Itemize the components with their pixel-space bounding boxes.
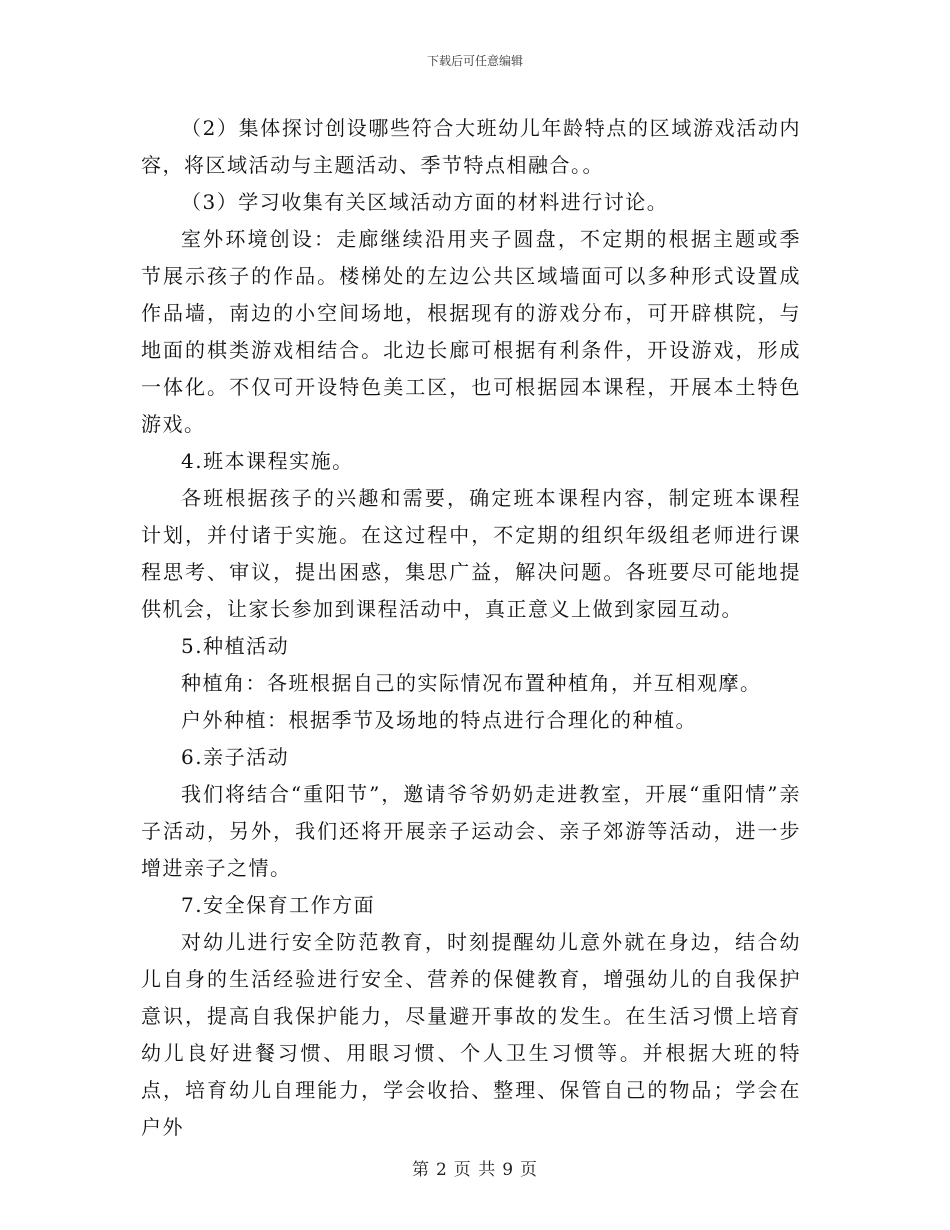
page-header: 下载后可任意编辑 xyxy=(426,54,523,68)
paragraph-safety: 对幼儿进行安全防范教育，时刻提醒幼儿意外就在身边，结合幼儿自身的生活经验进行安全、营养的保健教育，增强幼儿的自我保护意识，提高自我保护能力，尽量避开事故的发生。在生活习惯上培育幼儿良好进餐习惯、用眼习惯、个人卫生习惯等。并根据大班的特点，培育幼儿自理能力，学会收拾、整理、保管自己的物品；学会在户外 xyxy=(141,930,801,1139)
paragraph-collect-materials: （3）学习收集有关区域活动方面的材料进行讨论。 xyxy=(181,190,669,214)
section-heading-curriculum: 4.班本课程实施。 xyxy=(181,449,354,473)
footer-total-pages: 9 xyxy=(502,1160,515,1180)
footer-suffix: 页 xyxy=(520,1160,539,1180)
paragraph-outdoor-planting: 户外种植：根据季节及场地的特点进行合理化的种植。 xyxy=(181,708,697,732)
section-heading-parent-child: 6.亲子活动 xyxy=(181,745,290,769)
document-body xyxy=(141,110,801,1146)
footer-page-number: 2 xyxy=(435,1160,448,1180)
paragraph-discuss-areas: （2）集体探讨创设哪些符合大班幼儿年龄特点的区域游戏活动内容，将区域活动与主题活动、季节特点相融合。。 xyxy=(141,116,801,177)
footer-prefix: 第 xyxy=(411,1160,430,1180)
paragraph-parent-child: 我们将结合“重阳节”，邀请爷爷奶奶走进教室，开展“重阳情”亲子活动，另外，我们还将开展亲子运动会、亲子郊游等活动，进一步增进亲子之情。 xyxy=(141,782,801,880)
page-footer xyxy=(0,1155,950,1180)
paragraph-planting-corner: 种植角：各班根据自己的实际情况布置种植角，并互相观摩。 xyxy=(181,671,762,695)
section-heading-safety: 7.安全保育工作方面 xyxy=(181,893,376,917)
footer-middle: 页 共 xyxy=(453,1160,497,1180)
paragraph-outdoor-environment: 室外环境创设：走廊继续沿用夹子圆盘，不定期的根据主题或季节展示孩子的作品。楼梯处的左边公共区域墙面可以多种形式设置成作品墙，南边的小空间场地，根据现有的游戏分布，可开辟棋院，与地面的棋类游戏相结合。北边长廊可根据有利条件，开设游戏，形成一体化。不仅可开设特色美工区，也可根据园本课程，开展本土特色游戏。 xyxy=(141,227,801,436)
section-heading-planting: 5.种植活动 xyxy=(181,634,290,658)
paragraph-curriculum: 各班根据孩子的兴趣和需要，确定班本课程内容，制定班本课程计划，并付诸于实施。在这过程中，不定期的组织年级组老师进行课程思考、审议，提出困惑，集思广益，解决问题。各班要尽可能地提供机会，让家长参加到课程活动中，真正意义上做到家园互动。 xyxy=(141,486,801,621)
